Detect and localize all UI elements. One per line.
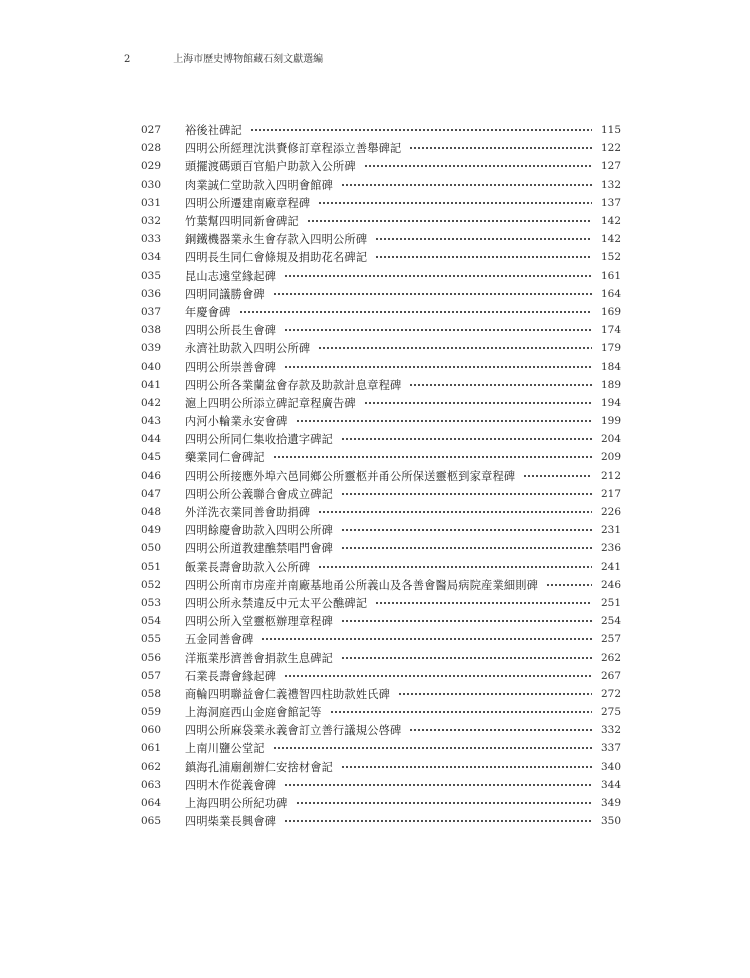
entry-page: 204 <box>600 433 621 446</box>
entry-number: 059 <box>141 706 162 719</box>
entry-number: 027 <box>141 124 162 137</box>
dot-leader <box>284 275 592 277</box>
entry-number: 029 <box>141 160 162 173</box>
entry-title: 四明柴業長興會碑 <box>185 815 277 829</box>
entry-page: 226 <box>600 506 621 519</box>
running-header <box>124 50 323 65</box>
dot-leader <box>409 147 592 149</box>
toc-entry <box>141 667 621 685</box>
entry-number: 044 <box>141 433 162 446</box>
entry-page: 349 <box>600 797 621 810</box>
dot-leader <box>239 311 592 313</box>
entry-page: 161 <box>600 269 621 282</box>
entry-page: 275 <box>600 706 621 719</box>
entry-title: 四明公所長生會碑 <box>185 324 277 338</box>
entry-page: 174 <box>600 324 621 337</box>
toc-entry <box>141 594 621 612</box>
dot-leader <box>341 438 592 440</box>
entry-title: 商輪四明聯益會仁義禮智四柱助款姓氏碑 <box>185 687 390 701</box>
dot-leader <box>375 238 592 240</box>
entry-page: 189 <box>600 378 621 391</box>
entry-page: 231 <box>600 524 621 537</box>
entry-number: 035 <box>141 269 162 282</box>
toc-entry <box>141 285 621 303</box>
entry-number: 036 <box>141 287 162 300</box>
entry-title: 四明公所遷建南廠章程碑 <box>185 196 311 210</box>
entry-title: 四明同議勝會碑 <box>185 287 265 301</box>
toc-entry <box>141 776 621 794</box>
entry-title: 内河小輪業永安會碑 <box>185 415 288 429</box>
entry-page: 199 <box>600 415 621 428</box>
entry-number: 028 <box>141 142 162 155</box>
entry-title: 肉業誠仁堂助款入四明會館碑 <box>185 178 334 192</box>
entry-title: 四明公所同仁集收拾遺字碑記 <box>185 433 334 447</box>
toc-entry <box>141 558 621 576</box>
entry-title: 藥業同仁會碑記 <box>185 451 265 465</box>
toc-entry <box>141 376 621 394</box>
entry-number: 032 <box>141 215 162 228</box>
toc-entry <box>141 448 621 466</box>
entry-number: 052 <box>141 578 162 591</box>
entry-page: 132 <box>600 178 621 191</box>
entry-page: 142 <box>600 215 621 228</box>
entry-page: 164 <box>600 287 621 300</box>
entry-page: 267 <box>600 669 621 682</box>
toc-entry <box>141 267 621 285</box>
entry-number: 058 <box>141 687 162 700</box>
entry-number: 048 <box>141 506 162 519</box>
toc-entry <box>141 467 621 485</box>
dot-leader <box>341 493 592 495</box>
entry-page: 217 <box>600 487 621 500</box>
entry-number: 045 <box>141 451 162 464</box>
entry-title: 頭擺渡碼頭百官船户助款入公所碑 <box>185 160 356 174</box>
toc-entry <box>141 176 621 194</box>
dot-leader <box>364 165 592 167</box>
entry-page: 184 <box>600 360 621 373</box>
entry-title: 四明公所永禁違反中元太平公醮碑記 <box>185 596 368 610</box>
entry-title: 銅鐵機器業永生會存款入四明公所碑 <box>185 233 368 247</box>
entry-title: 四明公所公義聯合會成立碑記 <box>185 487 334 501</box>
entry-number: 049 <box>141 524 162 537</box>
dot-leader <box>284 820 592 822</box>
dot-leader <box>284 329 592 331</box>
entry-number: 040 <box>141 360 162 373</box>
toc-entry <box>141 412 621 430</box>
dot-leader <box>341 547 592 549</box>
entry-number: 063 <box>141 778 162 791</box>
toc-entry <box>141 321 621 339</box>
entry-page: 122 <box>600 142 621 155</box>
entry-number: 039 <box>141 342 162 355</box>
entry-number: 062 <box>141 760 162 773</box>
book-title: 上海市歷史博物館藏石刻文獻選編 <box>173 54 324 65</box>
entry-number: 046 <box>141 469 162 482</box>
dot-leader <box>398 693 592 695</box>
entry-title: 四明公所崇善會碑 <box>185 360 277 374</box>
toc-entry <box>141 157 621 175</box>
entry-number: 060 <box>141 724 162 737</box>
toc-entry <box>141 576 621 594</box>
entry-title: 四明公所麻袋業永義會訂立善行議規公啓碑 <box>185 724 402 738</box>
entry-page: 272 <box>600 687 621 700</box>
entry-title: 五金同善會碑 <box>185 633 254 647</box>
entry-page: 262 <box>600 651 621 664</box>
toc-entry <box>141 212 621 230</box>
entry-page: 179 <box>600 342 621 355</box>
entry-number: 050 <box>141 542 162 555</box>
entry-page: 257 <box>600 633 621 646</box>
entry-number: 042 <box>141 396 162 409</box>
entry-title: 永濟社助款入四明公所碑 <box>185 342 311 356</box>
entry-number: 054 <box>141 615 162 628</box>
toc-entry <box>141 394 621 412</box>
toc-entry <box>141 503 621 521</box>
dot-leader <box>341 766 592 768</box>
dot-leader <box>307 220 592 222</box>
dot-leader <box>341 529 592 531</box>
dot-leader <box>296 420 593 422</box>
dot-leader <box>318 566 592 568</box>
entry-page: 251 <box>600 596 621 609</box>
entry-title: 滬上四明公所添立碑記章程廣告碑 <box>185 396 356 410</box>
entry-number: 031 <box>141 196 162 209</box>
toc-entry <box>141 612 621 630</box>
dot-leader <box>273 293 592 295</box>
entry-title: 飯業長壽會助款入公所碑 <box>185 560 311 574</box>
entry-page: 340 <box>600 760 621 773</box>
entry-page: 209 <box>600 451 621 464</box>
dot-leader <box>409 729 592 731</box>
entry-title: 四明餘慶會助款入四明公所碑 <box>185 524 334 538</box>
dot-leader <box>284 675 592 677</box>
entry-number: 065 <box>141 815 162 828</box>
entry-number: 034 <box>141 251 162 264</box>
dot-leader <box>341 184 592 186</box>
entry-number: 057 <box>141 669 162 682</box>
dot-leader <box>364 402 592 404</box>
toc-entry <box>141 794 621 812</box>
entry-title: 四明公所南市房産并南廠基地甬公所義山及各善會醫局病院産業細則碑 <box>185 578 539 592</box>
entry-number: 047 <box>141 487 162 500</box>
dot-leader <box>250 129 592 131</box>
page-number: 2 <box>124 54 131 65</box>
dot-leader <box>284 366 592 368</box>
entry-title: 洋瓶業彤濟善會捐款生息碑記 <box>185 651 334 665</box>
dot-leader <box>330 711 592 713</box>
entry-number: 038 <box>141 324 162 337</box>
entry-page: 254 <box>600 615 621 628</box>
table-of-contents <box>141 121 621 830</box>
entry-title: 四明公所接應外埠六邑同鄉公所靈柩并甬公所保送靈柩到家章程碑 <box>185 469 516 483</box>
dot-leader <box>273 456 592 458</box>
toc-entry <box>141 703 621 721</box>
dot-leader <box>296 802 593 804</box>
dot-leader <box>546 584 592 586</box>
toc-entry <box>141 248 621 266</box>
entry-number: 064 <box>141 797 162 810</box>
toc-entry <box>141 739 621 757</box>
toc-entry <box>141 194 621 212</box>
entry-page: 350 <box>600 815 621 828</box>
dot-leader <box>375 602 592 604</box>
entry-number: 055 <box>141 633 162 646</box>
entry-page: 344 <box>600 778 621 791</box>
entry-title: 四明公所各業蘭盆會存款及助款計息章程碑 <box>185 378 402 392</box>
toc-entry <box>141 430 621 448</box>
dot-leader <box>318 347 592 349</box>
entry-title: 竹葉幫四明同新會碑記 <box>185 215 299 229</box>
toc-entry <box>141 339 621 357</box>
dot-leader <box>523 475 592 477</box>
dot-leader <box>341 620 592 622</box>
toc-entry <box>141 721 621 739</box>
entry-title: 鎮海孔浦廟創辦仁安捨材會記 <box>185 760 334 774</box>
entry-page: 115 <box>600 124 621 137</box>
entry-page: 212 <box>600 469 621 482</box>
entry-page: 169 <box>600 305 621 318</box>
toc-entry <box>141 485 621 503</box>
entry-number: 041 <box>141 378 162 391</box>
entry-page: 332 <box>600 724 621 737</box>
entry-page: 246 <box>600 578 621 591</box>
toc-entry <box>141 303 621 321</box>
dot-leader <box>318 511 592 513</box>
entry-number: 033 <box>141 233 162 246</box>
toc-entry <box>141 357 621 375</box>
entry-page: 236 <box>600 542 621 555</box>
toc-entry <box>141 539 621 557</box>
entry-title: 上海洞庭西山金庭會館記等 <box>185 706 322 720</box>
entry-title: 石業長壽會緣起碑 <box>185 669 277 683</box>
entry-title: 四明公所經理沈洪賚修訂章程添立善舉碑記 <box>185 142 402 156</box>
toc-entry <box>141 685 621 703</box>
entry-title: 上南川鹽公堂記 <box>185 742 265 756</box>
dot-leader <box>375 256 592 258</box>
entry-title: 年慶會碑 <box>185 305 231 319</box>
entry-page: 337 <box>600 742 621 755</box>
entry-page: 137 <box>600 196 621 209</box>
dot-leader <box>284 784 592 786</box>
entry-page: 127 <box>600 160 621 173</box>
dot-leader <box>341 657 592 659</box>
entry-number: 051 <box>141 560 162 573</box>
dot-leader <box>261 638 592 640</box>
entry-title: 四明公所入堂靈柩辦理章程碑 <box>185 615 334 629</box>
entry-number: 043 <box>141 415 162 428</box>
toc-entry <box>141 230 621 248</box>
entry-title: 昆山志遠堂緣起碑 <box>185 269 277 283</box>
toc-entry <box>141 121 621 139</box>
toc-entry <box>141 139 621 157</box>
entry-number: 056 <box>141 651 162 664</box>
entry-number: 030 <box>141 178 162 191</box>
toc-entry <box>141 630 621 648</box>
entry-page: 142 <box>600 233 621 246</box>
dot-leader <box>318 202 592 204</box>
entry-title: 外洋洗衣業同善會助捐碑 <box>185 506 311 520</box>
entry-title: 四明木作從義會碑 <box>185 778 277 792</box>
toc-entry <box>141 758 621 776</box>
entry-title: 四明長生同仁會條規及捐助花名碑記 <box>185 251 368 265</box>
dot-leader <box>273 747 592 749</box>
toc-entry <box>141 648 621 666</box>
entry-page: 241 <box>600 560 621 573</box>
entry-title: 裕後社碑記 <box>185 124 242 138</box>
entry-number: 061 <box>141 742 162 755</box>
entry-page: 152 <box>600 251 621 264</box>
entry-title: 上海四明公所紀功碑 <box>185 797 288 811</box>
entry-title: 四明公所道教建醮禁唱門會碑 <box>185 542 334 556</box>
dot-leader <box>409 384 592 386</box>
entry-number: 037 <box>141 305 162 318</box>
toc-entry <box>141 812 621 830</box>
entry-number: 053 <box>141 596 162 609</box>
entry-page: 194 <box>600 396 621 409</box>
toc-entry <box>141 521 621 539</box>
